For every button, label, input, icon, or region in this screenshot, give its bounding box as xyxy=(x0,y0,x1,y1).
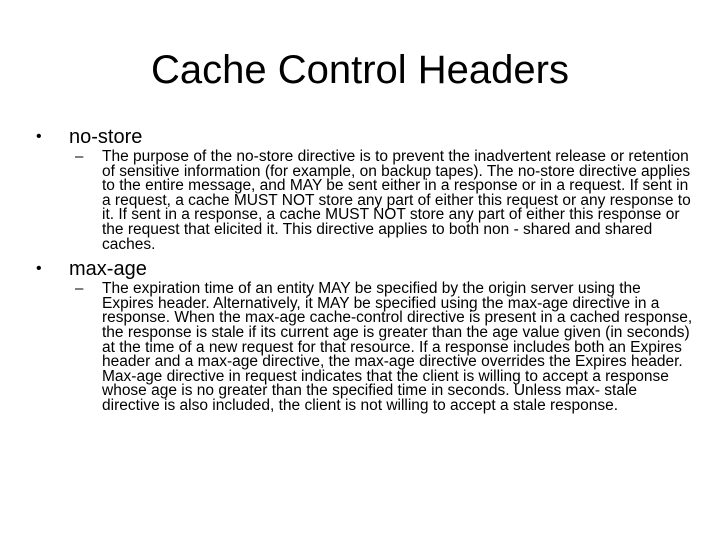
sub-list xyxy=(36,150,696,252)
sub-list xyxy=(36,282,696,413)
bullet-dot-icon: • xyxy=(36,260,42,278)
slide-title: Cache Control Headers xyxy=(151,48,569,92)
bullet-list xyxy=(36,124,696,414)
dash-icon: – xyxy=(75,280,84,298)
dash-icon: – xyxy=(75,148,84,165)
sub-item-text: The purpose of the no-store directive is to prevent the inadvertent release or retention of sensitive information (for example, on backup tapes). The no-store directive applies to the entire message, and MAY be sent either in a response or in a request. If sent in a request, a cache MUST NOT store any part of either this request or any response to it. If sent in a response, a cache MUST NOT store any part of either this response or the request that elicited it. This directive applies to both non - shared and shared caches. xyxy=(102,148,691,253)
bullet-label: no-store xyxy=(69,126,143,148)
bullet-no-store xyxy=(36,124,696,252)
bullet-max-age xyxy=(36,256,696,413)
sub-item xyxy=(75,282,696,413)
sub-item xyxy=(75,150,696,252)
bullet-label: max-age xyxy=(69,258,147,281)
sub-item-text: The expiration time of an entity MAY be specified by the origin server using the Expires header. Alternatively, it MAY be specified using the max-age directive in a response. When the max-age cache-control directive is present in a cached response, the response is stale if its current age is greater than the age value given (in seconds) at the time of a new request for that resource. If a response includes both an Expires header and a max-age directive, the max-age directive overrides the Expires header. Max-age directive in request indicates that the client is willing to accept a response whose age is no greater than the specified time in seconds. Unless max- stale directive is also included, the client is not willing to accept a stale response. xyxy=(102,280,693,414)
bullet-dot-icon: • xyxy=(36,128,42,145)
